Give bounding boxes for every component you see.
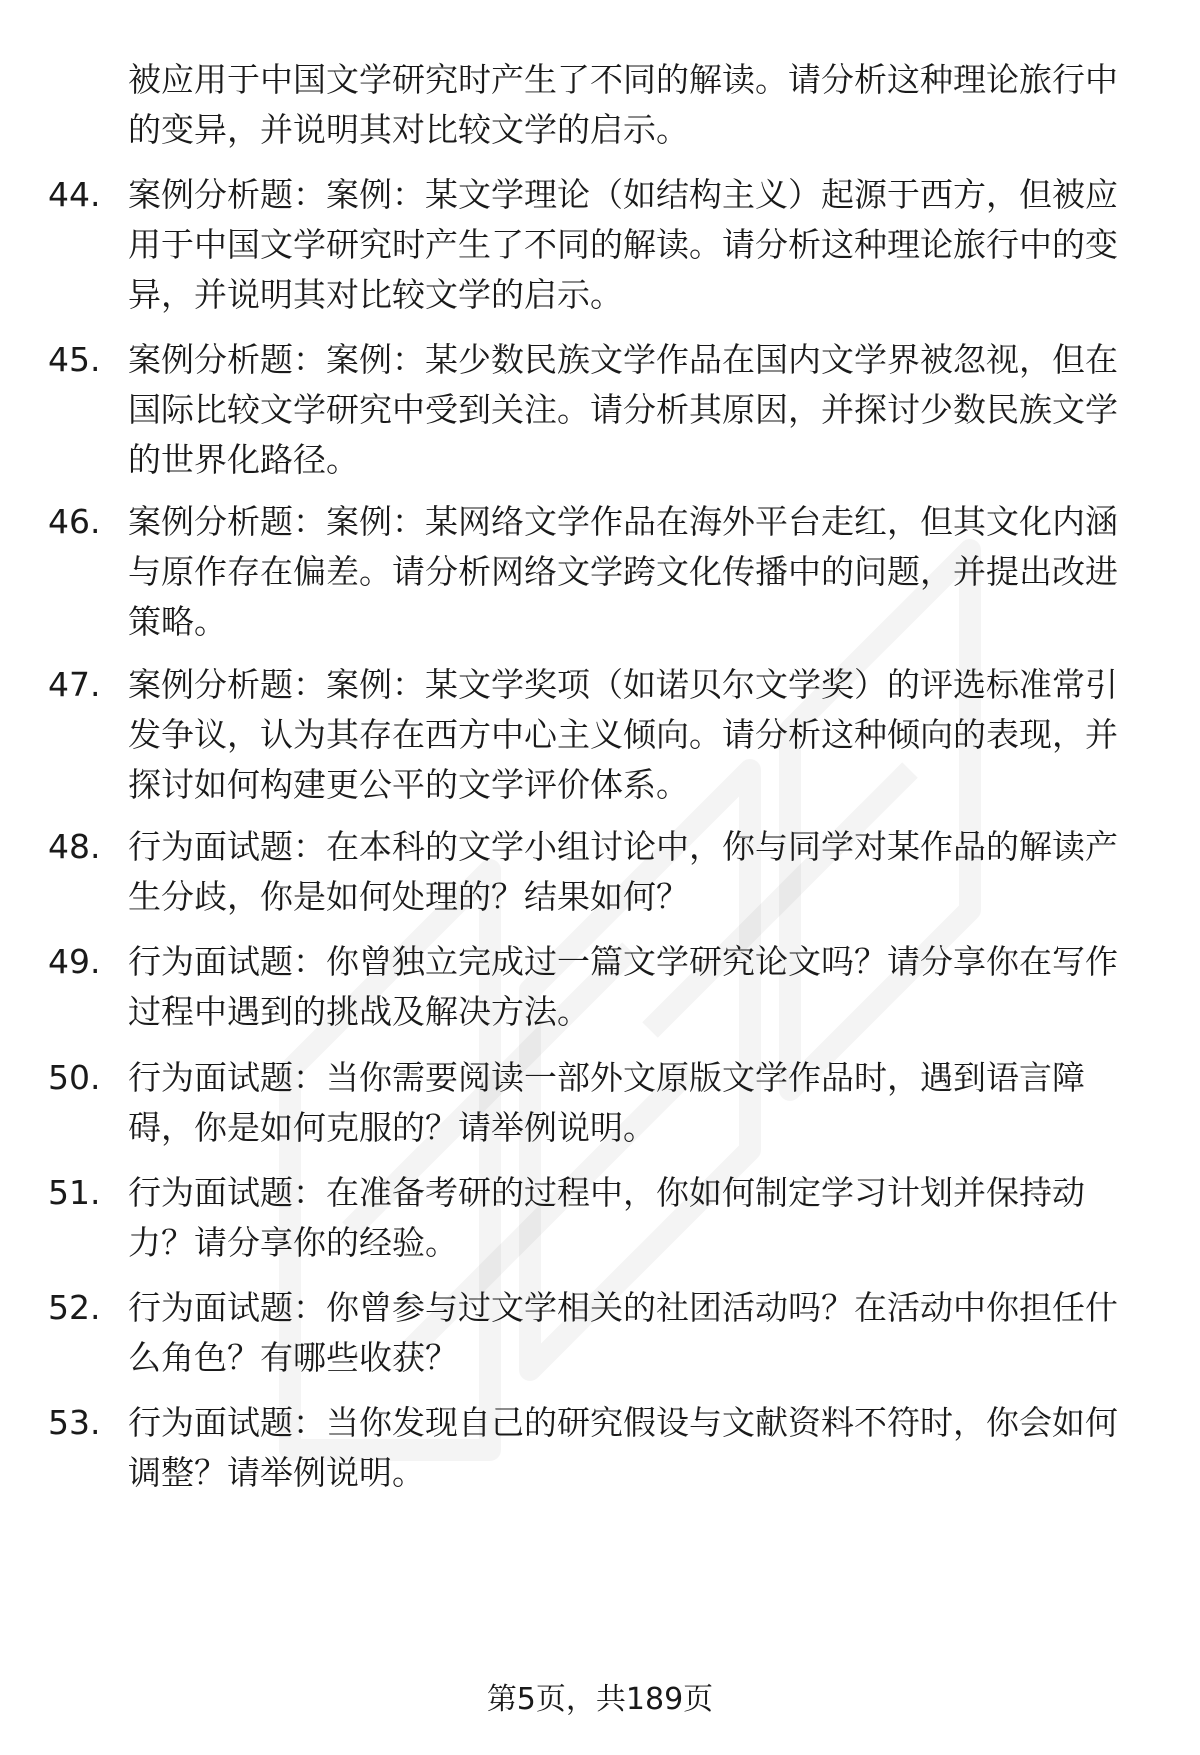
question-item-48 [48, 822, 1138, 922]
question-number: 53. [48, 1403, 101, 1442]
question-item-50 [48, 1053, 1138, 1153]
question-item-53 [48, 1398, 1138, 1498]
question-number: 52. [48, 1288, 101, 1327]
question-text: 行为面试题：在准备考研的过程中，你如何制定学习计划并保持动力？请分享你的经验。 [128, 1173, 1085, 1262]
question-text: 案例分析题：案例：某网络文学作品在海外平台走红，但其文化内涵与原作存在偏差。请分析网络文学跨文化传播中的问题，并提出改进策略。 [128, 502, 1118, 641]
question-text: 行为面试题：你曾独立完成过一篇文学研究论文吗？请分享你在写作过程中遇到的挑战及解决方法。 [128, 942, 1118, 1031]
question-item-51 [48, 1168, 1138, 1268]
question-number: 46. [48, 502, 101, 541]
question-item-49 [48, 937, 1138, 1037]
question-number: 51. [48, 1173, 101, 1212]
question-text: 案例分析题：案例：某文学奖项（如诺贝尔文学奖）的评选标准常引发争议，认为其存在西方中心主义倾向。请分析这种倾向的表现，并探讨如何构建更公平的文学评价体系。 [128, 665, 1118, 804]
question-number: 47. [48, 665, 101, 704]
question-text: 行为面试题：当你发现自己的研究假设与文献资料不符时，你会如何调整？请举例说明。 [128, 1403, 1118, 1492]
question-item-52 [48, 1283, 1138, 1383]
question-item-47 [48, 660, 1138, 810]
question-number: 49. [48, 942, 101, 981]
question-number: 50. [48, 1058, 101, 1097]
question-text: 案例分析题：案例：某文学理论（如结构主义）起源于西方，但被应用于中国文学研究时产生了不同的解读。请分析这种理论旅行中的变异，并说明其对比较文学的启示。 [128, 175, 1118, 314]
continuation-text: 被应用于中国文学研究时产生了不同的解读。请分析这种理论旅行中的变异，并说明其对比较文学的启示。 [128, 60, 1118, 149]
question-number: 48. [48, 827, 101, 866]
question-item-44 [48, 170, 1138, 320]
page-footer: 第5页，共189页 [486, 1682, 714, 1717]
question-text: 案例分析题：案例：某少数民族文学作品在国内文学界被忽视，但在国际比较文学研究中受到关注。请分析其原因，并探讨少数民族文学的世界化路径。 [128, 340, 1118, 479]
question-item-46 [48, 497, 1138, 647]
question-number: 45. [48, 340, 101, 379]
question-number: 44. [48, 175, 101, 214]
question-text: 行为面试题：当你需要阅读一部外文原版文学作品时，遇到语言障碍，你是如何克服的？请举例说明。 [128, 1058, 1085, 1147]
question-text: 行为面试题：你曾参与过文学相关的社团活动吗？在活动中你担任什么角色？有哪些收获？ [128, 1288, 1118, 1377]
question-item-45 [48, 335, 1138, 485]
question-text: 行为面试题：在本科的文学小组讨论中，你与同学对某作品的解读产生分歧，你是如何处理的？结果如何？ [128, 827, 1118, 916]
